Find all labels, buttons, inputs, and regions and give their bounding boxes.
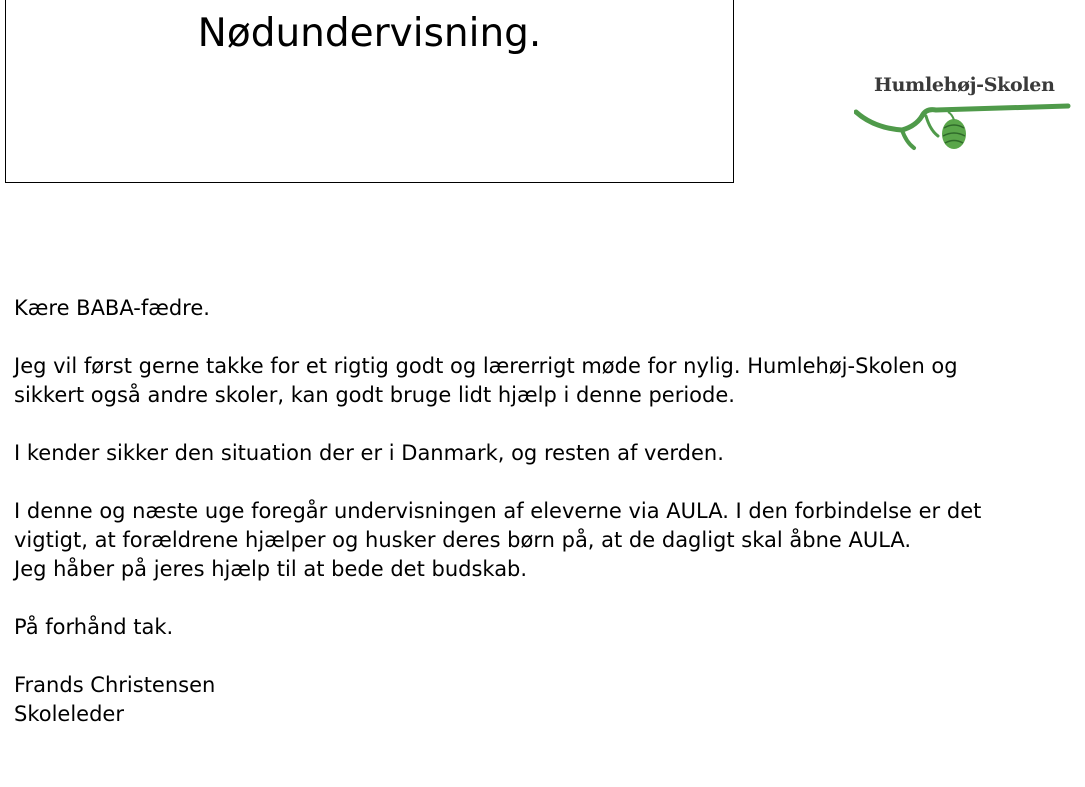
paragraph-1-line-1: Jeg vil først gerne takke for et rigtig godt og lærerrigt møde for nylig. Humlehøj-Skolen og	[14, 354, 958, 378]
paragraph-1-line-2: sikkert også andre skoler, kan godt bruge lidt hjælp i denne periode.	[14, 383, 735, 407]
title-box	[5, 0, 734, 183]
paragraph-3-line-1: I denne og næste uge foregår undervisningen af eleverne via AULA. I den forbindelse er det	[14, 499, 982, 523]
paragraph-3-line-3: Jeg håber på jeres hjælp til at bede det budskab.	[14, 557, 528, 581]
closing: På forhånd tak.	[14, 615, 174, 639]
paragraph-3-line-2: vigtigt, at forældrene hjælper og husker deres børn på, at de dagligt skal åbne AULA.	[14, 528, 912, 552]
page-title: Nødundervisning.	[197, 11, 542, 56]
signature-title: Skoleleder	[14, 702, 124, 726]
school-logo	[854, 70, 1074, 155]
hop-icon	[942, 112, 966, 149]
greeting: Kære BABA-fædre.	[14, 296, 210, 320]
paragraph-2-line-1: I kender sikker den situation der er i Danmark, og resten af verden.	[14, 441, 724, 465]
logo-text: Humlehøj-Skolen	[874, 74, 1055, 96]
letter-body	[14, 294, 1074, 729]
signature-name: Frands Christensen	[14, 673, 216, 697]
